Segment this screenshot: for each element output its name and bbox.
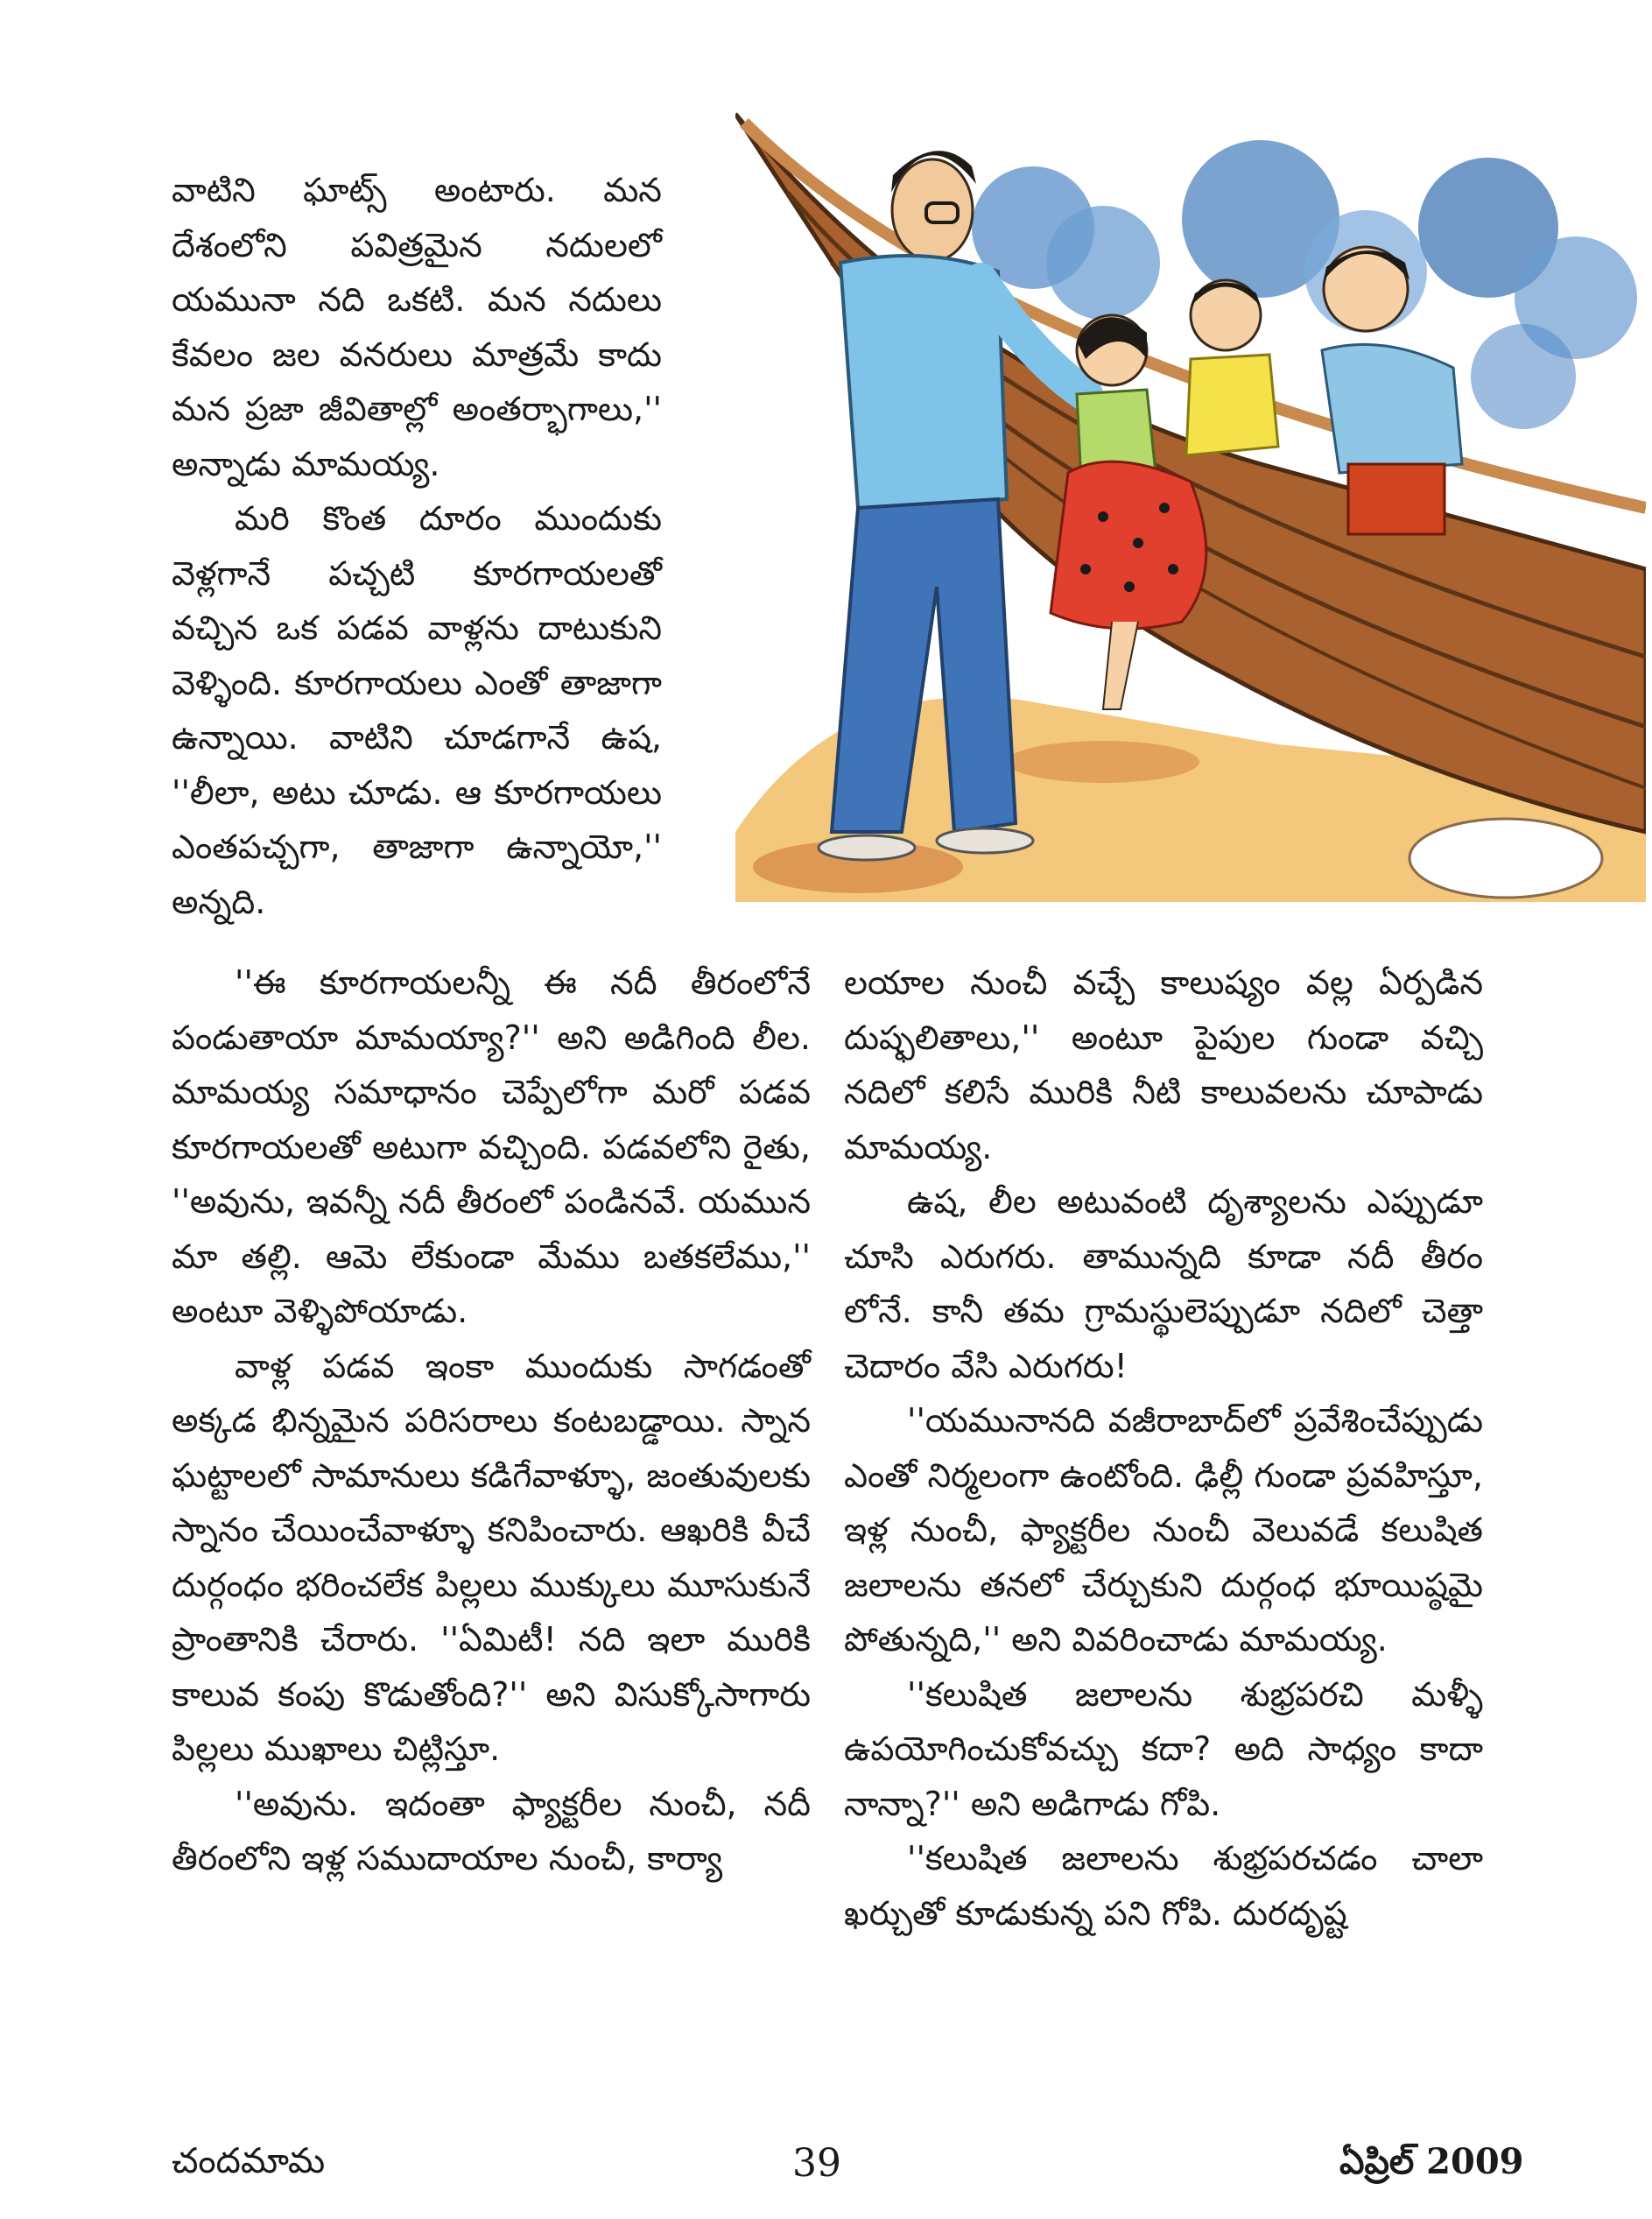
paragraph: ''ఈ కూరగాయలన్నీ ఈ నదీ తీరంలోనే పండుతాయా మామయ్యా?'' అని అడిగింది లీల. మామయ్య సమాధానం చెప్పేలోగా మరో పడవ కూరగాయలతో అటుగా వచ్చింది. పడవలోని రైతు, ''అవును, ఇవన్నీ నదీ తీరంలో పండినవే. యమున మా తల్లి. ఆమె లేకుండా మేము బతకలేము,'' అంటూ వెళ్ళిపోయాడు.	[172, 963, 811, 1330]
paragraph: వాటిని ఘాట్స్ అంటారు. మన దేశంలోని పవిత్రమైన నదులలో యమునా నది ఒకటి. మన నదులు కేవలం జల వనరులు మాత్రమే కాదు మన ప్రజా జీవితాల్లో అంతర్భాగాలు,'' అన్నాడు మామయ్య.	[172, 171, 662, 483]
girl-usha	[1186, 280, 1278, 455]
paragraph: వాళ్ల పడవ ఇంకా ముందుకు సాగడంతో అక్కడ భిన్నమైన పరిసరాలు కంటబడ్డాయి. స్నాన ఘట్టాలలో సామానులు కడిగేవాళ్ళూ, జంతువులకు స్నానం చేయించేవాళ్ళూ కనిపించారు. ఆఖరికి వీచే దుర్గంధం భరించలేక పిల్లలు ముక్కులు మూసుకునే ప్రాంతానికి చేరారు. ''ఏమిటీ! నది ఇలా మురికి కాలువ కంపు కొడుతోంది?'' అని విసుక్కోసాగారు పిల్లలు ముఖాలు చిట్లిస్తూ.	[172, 1346, 811, 1768]
water-patch	[1409, 819, 1602, 898]
paragraph: ''అవును. ఇదంతా ఫ్యాక్టరీల నుంచీ, నదీ తీరంలోని ఇళ్ల సముదాయాల నుంచీ, కార్యా	[172, 1784, 811, 1877]
left-column	[172, 955, 811, 1886]
paragraph: లయాల నుంచీ వచ్చే కాలుష్యం వల్ల ఏర్పడిన దుష్ఫలితాలు,'' అంటూ పైపుల గుండా వచ్చి నదిలో కలిసే మురికి నీటి కాలువలను చూపాడు మామయ్య.	[844, 963, 1483, 1166]
boat-illustration	[735, 96, 1646, 902]
magazine-name: చందమామ	[172, 2141, 326, 2181]
page-number: 39	[792, 2141, 841, 2186]
issue-date: ఏప్రిల్ 2009	[1339, 2141, 1524, 2182]
top-column	[172, 163, 662, 929]
paragraph: ''కలుషిత జలాలను శుభ్రపరచి మళ్ళీ ఉపయోగించుకోవచ్చు కదా? అది సాధ్యం కాదా నాన్నా?'' అని అడిగాడు గోపి.	[844, 1674, 1483, 1823]
paragraph: మరి కొంత దూరం ముందుకు వెళ్లగానే పచ్చటి కూరగాయలతో వచ్చిన ఒక పడవ వాళ్లను దాటుకుని వెళ్ళింది. కూరగాయలు ఎంతో తాజాగా ఉన్నాయి. వాటిని చూడగానే ఉష, ''లీలా, అటు చూడు. ఆ కూరగాయలు ఎంతపచ్చగా, తాజాగా ఉన్నాయో,'' అన్నది.	[172, 499, 662, 921]
right-column	[844, 955, 1483, 1941]
paragraph: ఉష, లీల అటువంటి దృశ్యాలను ఎప్పుడూ చూసి ఎరుగరు. తామున్నది కూడా నదీ తీరం లోనే. కానీ తమ గ్రామస్థులెప్పుడూ నదిలో చెత్తా చెదారం వేసి ఎరుగరు!	[844, 1182, 1483, 1385]
paragraph: ''యమునానది వజీరాబాద్‌లో ప్రవేశించేప్పుడు ఎంతో నిర్మలంగా ఉంటోంది. ఢిల్లీ గుండా ప్రవహిస్తూ, ఇళ్ల నుంచీ, ఫ్యాక్టరీల నుంచీ వెలువడే కలుషిత జలాలను తనలో చేర్చుకుని దుర్గంధ భూయిష్ఠమై పోతున్నది,'' అని వివరించాడు మామయ్య.	[844, 1401, 1483, 1659]
paragraph: ''కలుషిత జలాలను శుభ్రపరచడం చాలా ఖర్చుతో కూడుకున్న పని గోపి. దురదృష్ట	[844, 1839, 1483, 1933]
bank-patch-2	[1007, 741, 1199, 783]
